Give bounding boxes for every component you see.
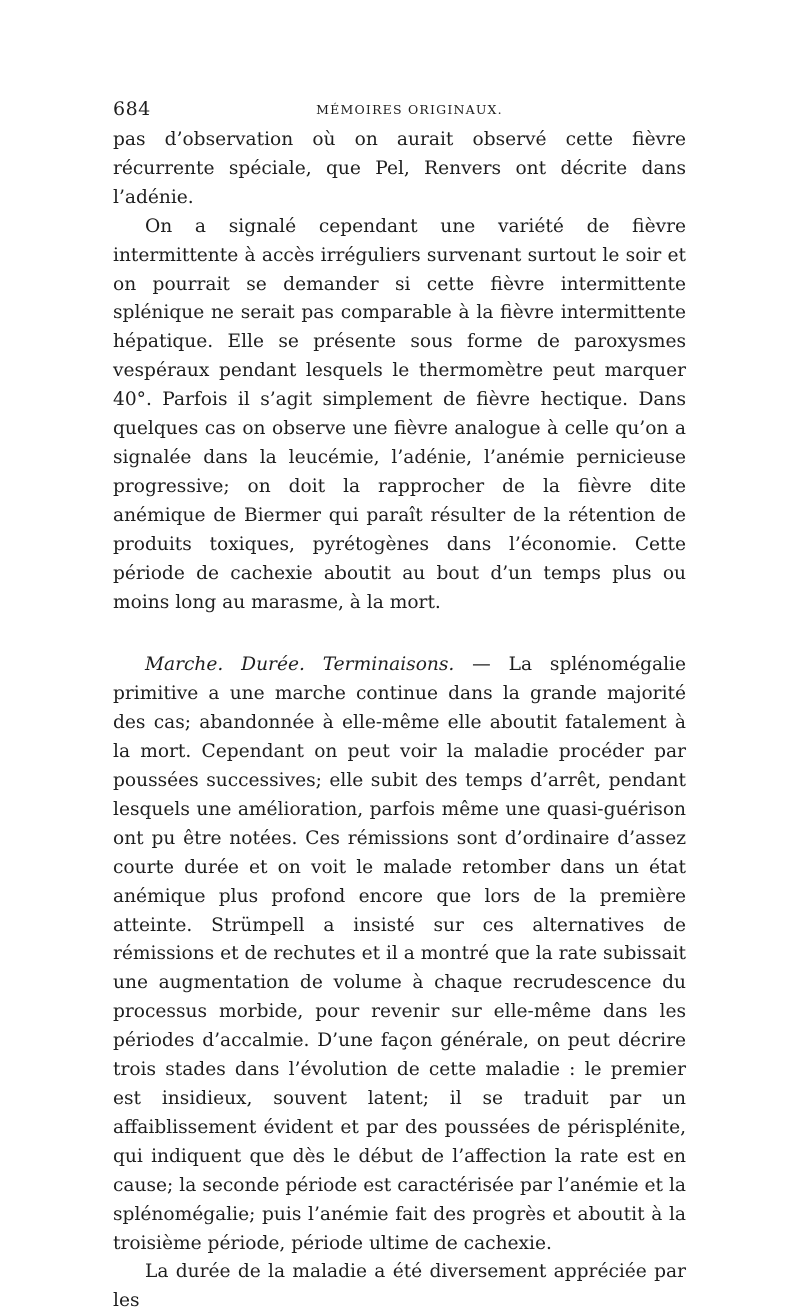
- paragraph-3: [113, 651, 686, 1258]
- page-number: 684: [113, 98, 151, 120]
- paragraph-4: La durée de la maladie a été diversement appréciée par les: [113, 1261, 686, 1312]
- paragraph-2: On a signalé cependant une variété de fièvre intermittente à accès irréguliers survenant surtout le soir et on pourrait se demander si cette fièvre intermittente splénique ne serait pas comparable à la fièvre intermittente hépatique. Elle se présente sous forme de paroxysmes vespéraux pendant lesquels le thermomètre peut marquer 40°. Parfois il s’agit simplement de fièvre hectique. Dans quelques cas on observe une fièvre analogue à celle qu’on a signalée dans la leucémie, l’adénie, l’anémie pernicieuse progressive; on doit la rapprocher de la fièvre dite anémique de Biermer qui paraît résulter de la rétention de produits toxiques, pyrétogènes dans l’économie. Cette période de cachexie aboutit au bout d’un temps plus ou moins long au marasme, à la mort.: [113, 215, 686, 613]
- running-title: MÉMOIRES ORIGINAUX.: [316, 102, 503, 117]
- body-text: [113, 126, 686, 1316]
- paragraph-1: pas d’observation où on aurait observé cette fièvre récurrente spéciale, que Pel, Renvers ont décrite dans l’adénie.: [113, 129, 686, 208]
- paragraph-3-text: — La splénomégalie primitive a une marche continue dans la grande majorité des cas; abandonnée à elle-même elle aboutit fatalement à la mort. Cependant on peut voir la maladie procéder par poussées successives; elle subit des temps d’arrêt, pendant lesquels une amélioration, parfois même une quasi-guérison ont pu être notées. Ces rémissions sont d’ordinaire d’assez courte durée et on voit le malade retomber dans un état anémique plus profond encore que lors de la première atteinte. Strümpell a insisté sur ces alternatives de rémissions et de rechutes et il a montré que la rate subissait une augmentation de volume à chaque recrudescence du processus morbide, pour revenir sur elle-même dans les périodes d’accalmie. D’une façon générale, on peut décrire trois stades dans l’évolution de cette maladie : le premier est insidieux, souvent latent; il se traduit par un affaiblissement évident et par des poussées de périsplénite, qui indiquent que dès le début de l’affection la rate est en cause; la seconde période est caractérisée par l’anémie et la splénomégalie; puis l’anémie fait des progrès et aboutit à la troisième période, période ultime de cachexie.: [113, 654, 686, 1254]
- page-header: [113, 98, 686, 124]
- section-heading: Marche. Durée. Terminaisons.: [145, 654, 455, 676]
- section-gap: [113, 617, 686, 651]
